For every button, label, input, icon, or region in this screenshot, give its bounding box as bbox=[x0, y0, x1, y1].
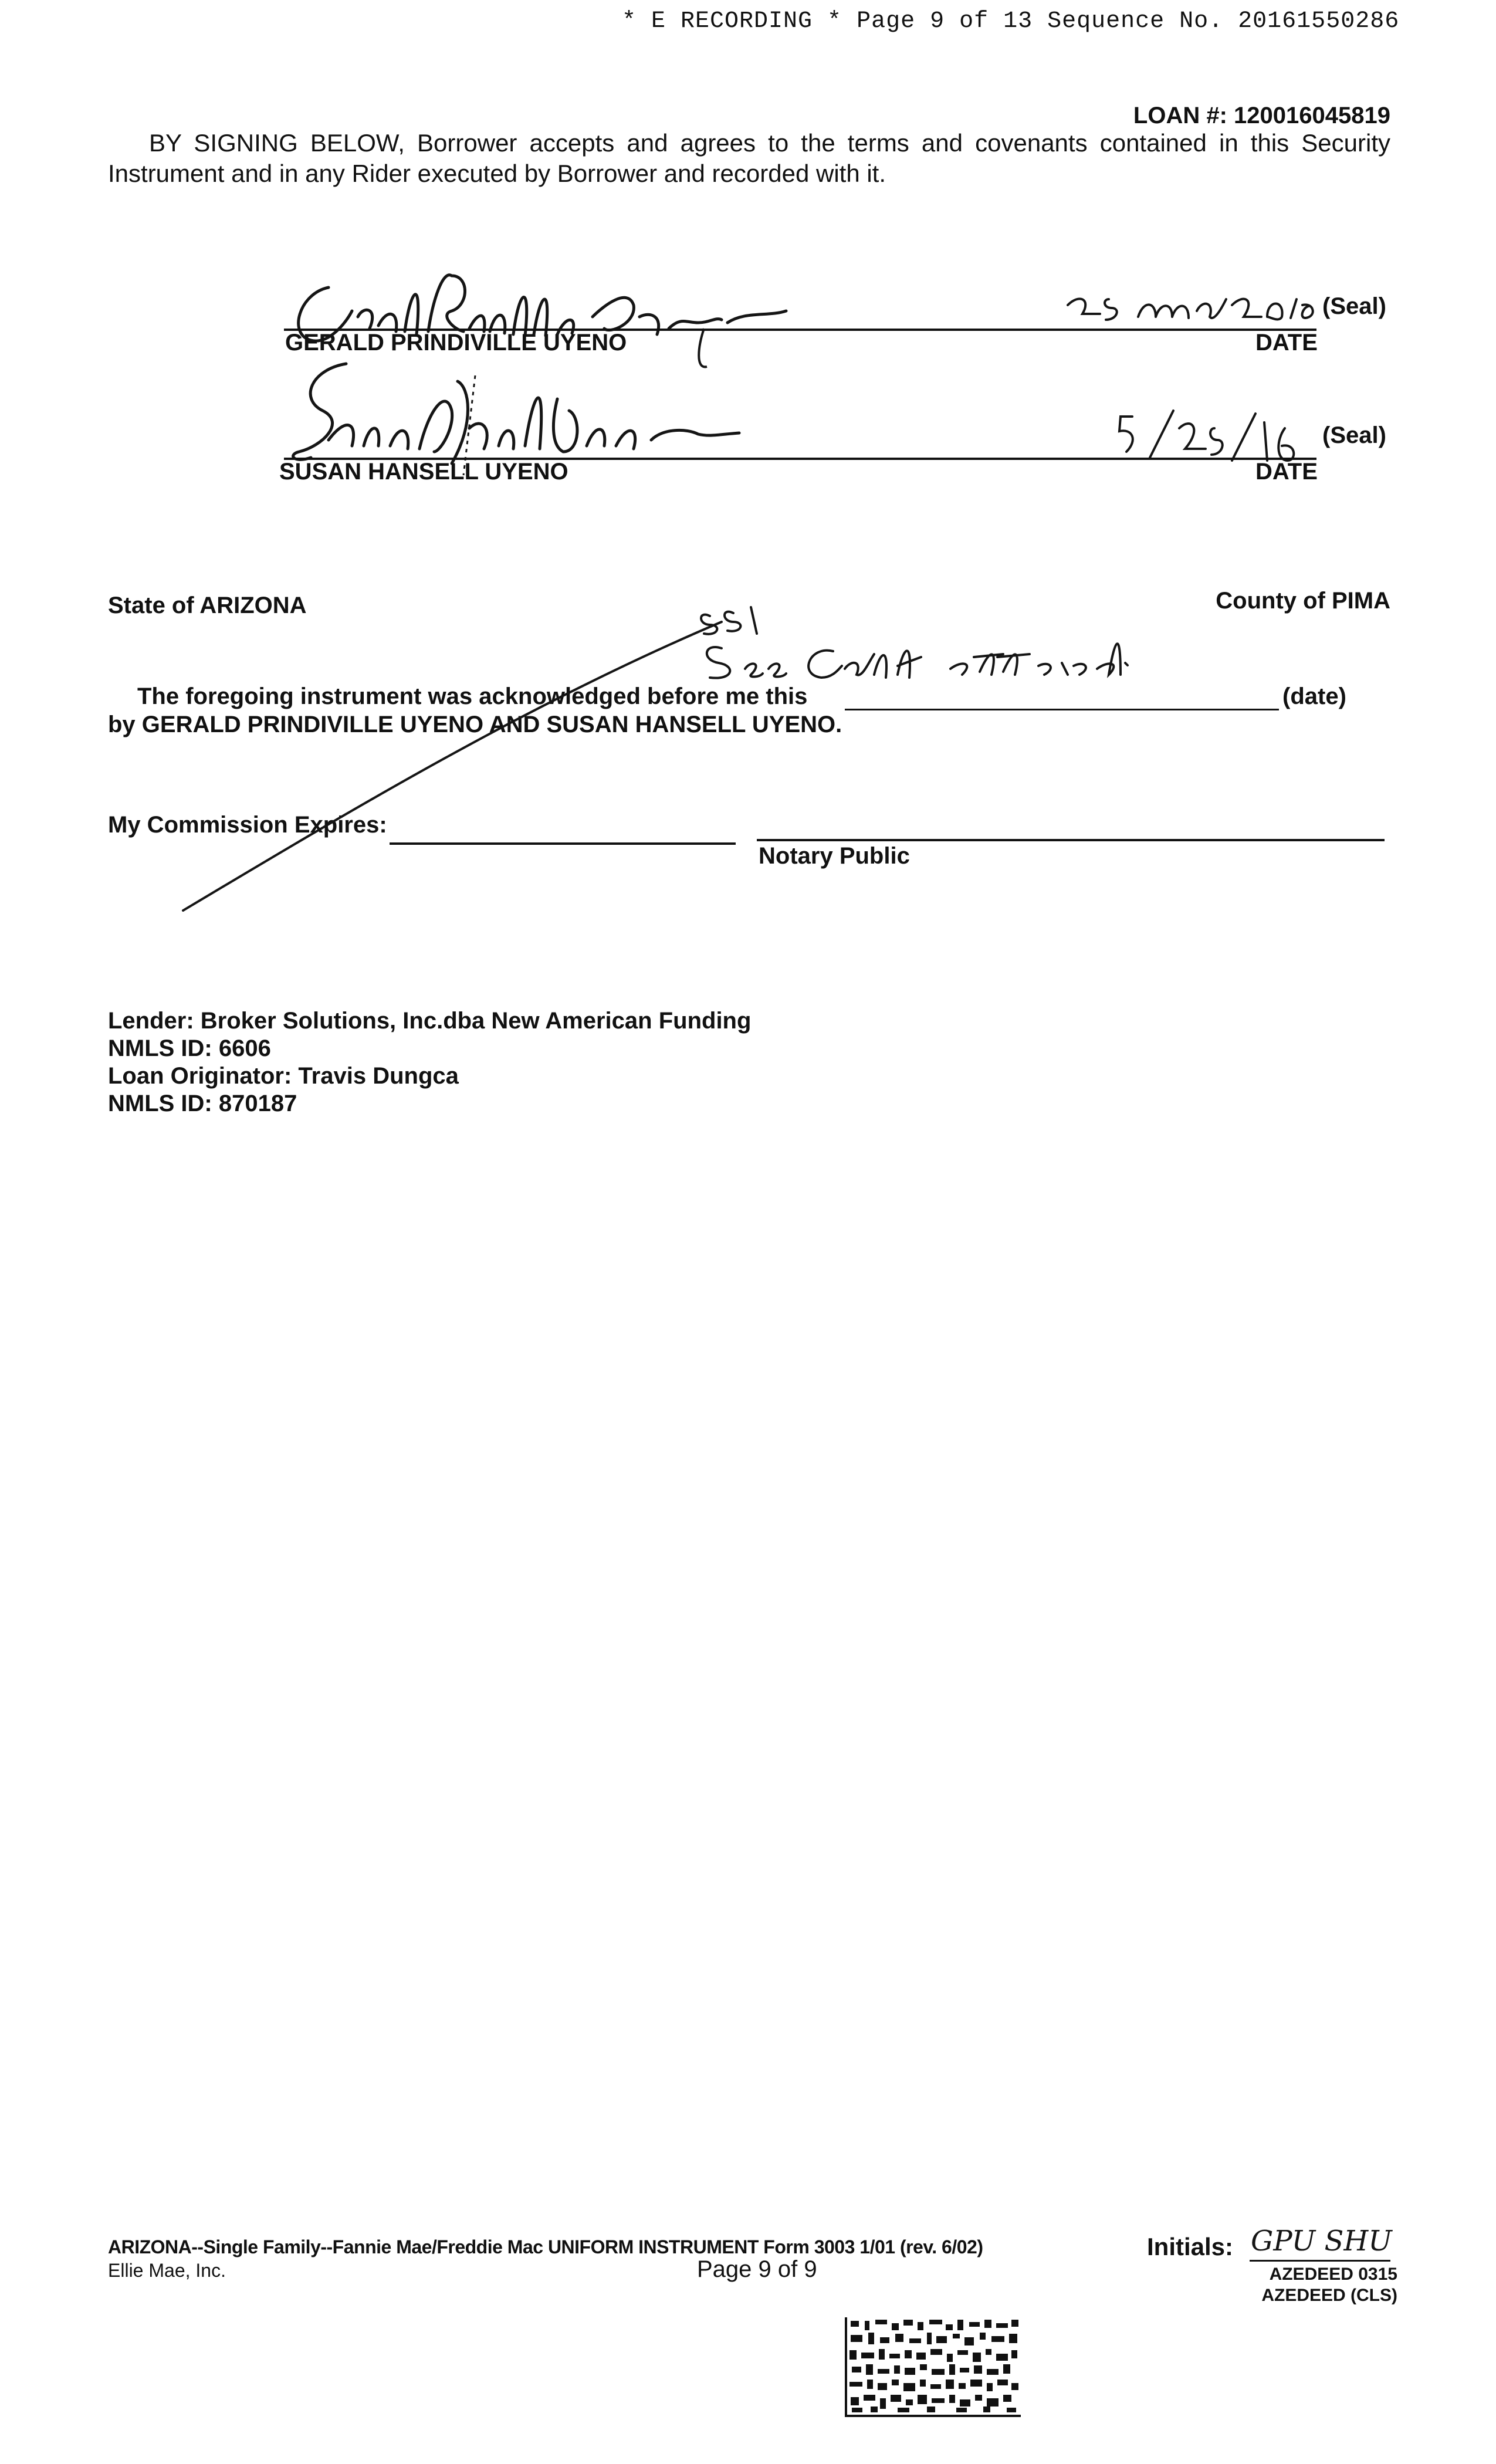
seal-label-gerald: (Seal) bbox=[1322, 293, 1386, 319]
recording-header: * E RECORDING * Page 9 of 13 Sequence No. 20161550286 bbox=[622, 8, 1400, 35]
county-label: County of PIMA bbox=[1216, 588, 1390, 614]
notary-strike-through-line bbox=[0, 0, 1496, 939]
footer-company: Ellie Mae, Inc. bbox=[108, 2260, 226, 2281]
originator-line: Loan Originator: Travis Dungca bbox=[108, 1063, 459, 1089]
footer-code-1: AZEDEED 0315 bbox=[1269, 2265, 1397, 2284]
loan-number: LOAN #: 120016045819 bbox=[1133, 103, 1390, 128]
notary-public-label: Notary Public bbox=[759, 843, 910, 869]
lender-nmls: NMLS ID: 6606 bbox=[108, 1035, 271, 1061]
lender-line: Lender: Broker Solutions, Inc.dba New American Funding bbox=[108, 1008, 752, 1034]
signer-name-susan: SUSAN HANSELL UYENO bbox=[279, 459, 568, 485]
commission-expires-label: My Commission Expires: bbox=[108, 812, 387, 838]
originator-nmls: NMLS ID: 870187 bbox=[108, 1091, 297, 1116]
footer-form-line: ARIZONA--Single Family--Fannie Mae/Freddie Mac UNIFORM INSTRUMENT Form 3003 1/01 (rev. 6/02) bbox=[108, 2236, 983, 2257]
initials-handwritten: GPU SHU bbox=[1251, 2225, 1392, 2257]
document-barcode bbox=[845, 2317, 1021, 2417]
acknowledgement-line-1: The foregoing instrument was acknowledged before me this bbox=[137, 683, 808, 709]
initials-label: Initials: bbox=[1147, 2233, 1234, 2260]
acknowledgement-line-2: by GERALD PRINDIVILLE UYENO AND SUSAN HANSELL UYENO. bbox=[108, 712, 842, 737]
state-label: State of ARIZONA bbox=[108, 593, 307, 618]
footer-page-number: Page 9 of 9 bbox=[697, 2256, 817, 2282]
date-label-gerald: DATE bbox=[1255, 330, 1318, 356]
footer-code-2: AZEDEED (CLS) bbox=[1261, 2286, 1397, 2305]
intro-paragraph: BY SIGNING BELOW, Borrower accepts and agrees to the terms and covenants contained in this Security Instrument and in any Rider executed by Borrower and recorded with it. bbox=[108, 129, 1390, 187]
acknowledgement-date-suffix: (date) bbox=[1282, 683, 1346, 709]
initials-line bbox=[1250, 2260, 1390, 2262]
seal-label-susan: (Seal) bbox=[1322, 422, 1386, 448]
date-label-susan: DATE bbox=[1255, 459, 1318, 485]
signer-name-gerald: GERALD PRINDIVILLE UYENO bbox=[285, 330, 627, 356]
